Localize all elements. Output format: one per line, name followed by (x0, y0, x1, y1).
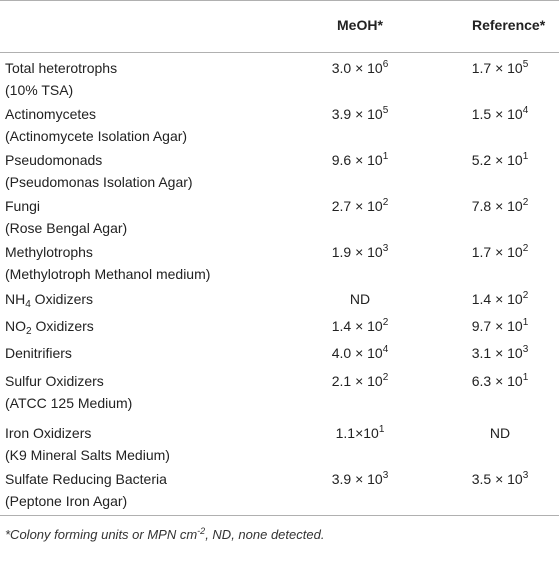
row-medium: (Pseudomonas Isolation Agar) (5, 174, 193, 190)
row-label: Sulfur Oxidizers (5, 373, 104, 389)
row-label: Actinomycetes (5, 106, 97, 122)
table-footnote: *Colony forming units or MPN $cm^{-2}$, ND, none detected. (5, 526, 325, 542)
row-label: Methylotrophs (5, 244, 93, 260)
meoh-value: $9.6 \times 10^1$ (331, 151, 389, 168)
row-label: $NO_2$ Oxidizers (5, 318, 94, 337)
row-medium: (K9 Mineral Salts Medium) (5, 447, 170, 463)
reference-value: $1.5 \times 10^4$ (471, 105, 529, 122)
reference-value: $1.4 \times 10^2$ (471, 290, 529, 307)
row-label: $NH_4$ Oxidizers (5, 291, 94, 310)
row-label: Sulfate Reducing Bacteria (5, 471, 167, 487)
reference-value: $9.7 \times 10^1$ (471, 317, 529, 334)
reference-value: $5.2 \times 10^1$ (471, 151, 529, 168)
row-medium: (Methylotroph Methanol medium) (5, 266, 211, 282)
meoh-value: $1.4 \times 10^2$ (331, 317, 389, 334)
reference-value: ND (489, 425, 511, 441)
header-rule (0, 52, 559, 53)
meoh-value: $1.9 \times 10^3$ (331, 243, 389, 260)
reference-value: $3.5 \times 10^3$ (471, 470, 529, 487)
meoh-value: $1.1\times 10^1$ (335, 424, 385, 441)
row-medium: (10% TSA) (5, 82, 74, 98)
reference-value: $3.1 \times 10^3$ (471, 344, 529, 361)
row-label: Iron Oxidizers (5, 425, 92, 441)
meoh-value: $4.0 \times 10^4$ (331, 344, 389, 361)
row-label: Fungi (5, 198, 41, 214)
row-label: Pseudomonads (5, 152, 103, 168)
reference-value: $1.7 \times 10^5$ (471, 59, 529, 76)
row-medium: (Actinomycete Isolation Agar) (5, 128, 188, 144)
row-label: Denitrifiers (5, 345, 72, 361)
meoh-value: $2.7 \times 10^2$ (331, 197, 389, 214)
meoh-value: $3.0 \times 10^6$ (331, 59, 389, 76)
reference-value: $7.8 \times 10^2$ (471, 197, 529, 214)
meoh-value: ND (349, 291, 371, 307)
table-top-rule (0, 0, 559, 1)
header-meoh: MeOH* (337, 17, 383, 33)
reference-value: $1.7 \times 10^2$ (471, 243, 529, 260)
row-label: Total heterotrophs (5, 60, 118, 76)
table-bottom-rule (0, 515, 559, 516)
reference-value: $6.3 \times 10^1$ (471, 372, 529, 389)
row-medium: (ATCC 125 Medium) (5, 395, 133, 411)
header-reference: Reference* (472, 17, 546, 33)
meoh-value: $2.1 \times 10^2$ (331, 372, 389, 389)
row-medium: (Peptone Iron Agar) (5, 493, 128, 509)
meoh-value: $3.9 \times 10^5$ (331, 105, 389, 122)
row-medium: (Rose Bengal Agar) (5, 220, 128, 236)
meoh-value: $3.9 \times 10^3$ (331, 470, 389, 487)
